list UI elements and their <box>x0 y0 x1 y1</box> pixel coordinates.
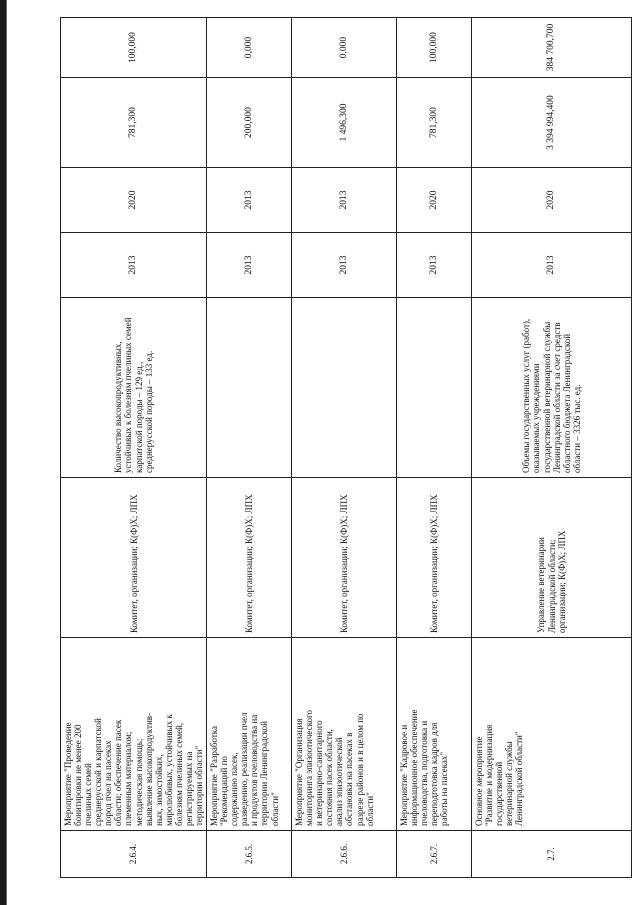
total-amount-cell: 781,300 <box>397 78 472 168</box>
year-end-cell: 2020 <box>61 168 207 233</box>
year-start-cell: 2013 <box>397 233 472 298</box>
year-end-cell: 2020 <box>472 168 632 233</box>
row-number: 2.6.7. <box>397 830 472 877</box>
total-amount-cell: 3 394 994,400 <box>472 78 632 168</box>
year-end-cell: 2020 <box>397 168 472 233</box>
indicator-cell <box>292 298 397 478</box>
event-cell <box>397 638 472 878</box>
table-row <box>397 18 472 878</box>
amount-cell: 100,000 <box>397 18 472 78</box>
event-description: Мероприятие "Разработка "Рекомендаций по содержанию пасек, разведению, реализации пчел и продуктов пчеловодства на территории Ленинградской области" <box>209 712 280 826</box>
executor-text: Управление ветеринарии Ленинградской области; организации; К(Ф)Х; ЛПХ <box>536 530 567 633</box>
event-description: Мероприятие "Организация мониторинга эпизоотического и ветеринарно-санитарного состояния пасек области, анализ эпизоотической обстановки на пасеках в разрезе районов и в целом по области" <box>294 710 375 826</box>
indicator-cell <box>207 298 292 478</box>
table-row <box>292 18 397 878</box>
year-end-cell: 2013 <box>207 168 292 233</box>
indicator-cell <box>472 298 632 478</box>
amount-cell: 0,000 <box>292 18 397 78</box>
amount-cell: 0,000 <box>207 18 292 78</box>
year-start-cell: 2013 <box>207 233 292 298</box>
amount-cell: 100,000 <box>61 18 207 78</box>
executor-cell: Комитет, организации; К(Ф)Х; ЛПХ <box>292 478 397 638</box>
row-number: 2.7. <box>472 830 632 877</box>
indicator-text: Объемы государственных услуг (работ), оказываемых учреждениями государственной ветеринарной службы Ленинградской области за счет средств областного бюджета Ленинградской области – 3326 тыс. ед. <box>521 318 582 473</box>
total-amount-cell: 200,000 <box>207 78 292 168</box>
table-row <box>207 18 292 878</box>
row-number: 2.6.4. <box>61 830 207 877</box>
year-start-cell: 2013 <box>61 233 207 298</box>
event-cell <box>472 638 632 878</box>
scan-edge-line <box>6 0 7 905</box>
event-cell <box>207 638 292 878</box>
indicator-cell <box>61 298 207 478</box>
event-description: Основное мероприятие "Развитие и модернизация государственной ветеринарной службы Ленинградской области" <box>474 724 525 826</box>
row-number: 2.6.5. <box>207 830 292 877</box>
executor-cell: Комитет, организации; К(Ф)Х; ЛПХ <box>61 478 207 638</box>
event-cell <box>292 638 397 878</box>
executor-cell <box>472 478 632 638</box>
event-description: Мероприятие "Кадровое и информационное обеспечение пчеловодства, подготовка и переподготовка кадров для работы на пасеках" <box>399 709 450 826</box>
table-row <box>61 18 207 878</box>
total-amount-cell: 781,300 <box>61 78 207 168</box>
rotated-table-wrapper <box>60 18 580 878</box>
executor-cell: Комитет, организации; К(Ф)Х; ЛПХ <box>207 478 292 638</box>
row-number: 2.6.6. <box>292 830 397 877</box>
year-start-cell: 2013 <box>292 233 397 298</box>
indicator-text: Количество высокопродуктивных, устойчивых к болезням пчелиных семей карпатской породы – 129 ед., среднерусской породы – 133 ед. <box>113 317 154 473</box>
year-end-cell: 2013 <box>292 168 397 233</box>
event-description: Мероприятие "Проведение бонитировки не менее 200 пчелиных семей среднерусской и карпатской пород пчел на пасеках области; обеспечение пасек племенным материалом; методическая помощь; выявление высокопродуктив- ных, зимостойких, миролюбивых, устойчивых к болезням пчелиных семей, регистрируемых на территории области" <box>63 712 205 826</box>
event-cell <box>61 638 207 878</box>
amount-cell: 384 700,700 <box>472 18 632 78</box>
executor-cell: Комитет, организации; К(Ф)Х; ЛПХ <box>397 478 472 638</box>
indicator-cell <box>397 298 472 478</box>
year-start-cell: 2013 <box>472 233 632 298</box>
program-events-table <box>60 17 632 878</box>
total-amount-cell: 1 496,300 <box>292 78 397 168</box>
table-row <box>472 18 632 878</box>
